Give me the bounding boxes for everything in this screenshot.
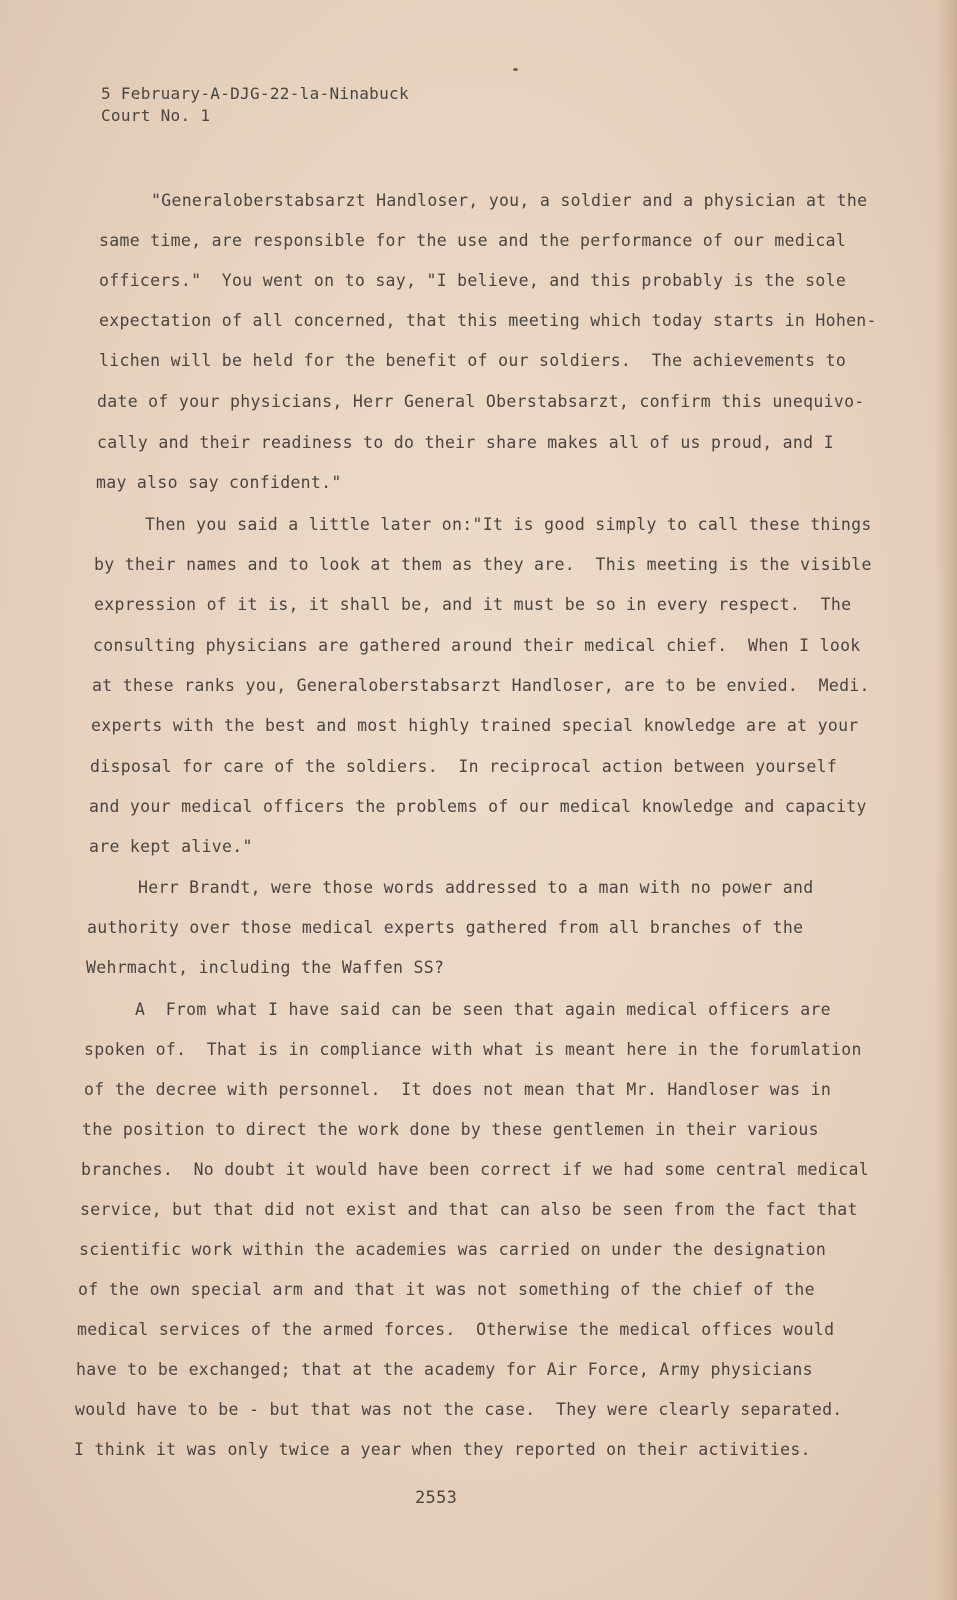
- body-line: branches. No doubt it would have been correct if we had some central medical: [81, 1160, 870, 1179]
- body-line: cally and their readiness to do their share makes all of us proud, and I: [97, 433, 834, 452]
- body-line: authority over those medical experts gathered from all branches of the: [87, 918, 804, 937]
- body-line: experts with the best and most highly trained special knowledge are at your: [91, 716, 859, 735]
- body-line: spoken of. That is in compliance with what is meant here in the forumlation: [84, 1040, 862, 1059]
- body-line: Then you said a little later on:"It is good simply to call these things: [145, 515, 872, 534]
- header-line-2: Court No. 1: [101, 106, 211, 125]
- body-line: A From what I have said can be seen that again medical officers are: [135, 1000, 831, 1019]
- body-line: consulting physicians are gathered around their medical chief. When I look: [93, 636, 861, 655]
- body-line: scientific work within the academies was carried on under the designation: [79, 1240, 827, 1259]
- body-line: date of your physicians, Herr General Oberstabsarzt, confirm this unequivo-: [97, 392, 865, 411]
- body-line: of the decree with personnel. It does not mean that Mr. Handloser was in: [84, 1080, 832, 1099]
- body-line: and your medical officers the problems of our medical knowledge and capacity: [89, 797, 867, 816]
- body-line: Wehrmacht, including the Waffen SS?: [86, 958, 445, 977]
- body-line: may also say confident.": [96, 473, 342, 492]
- body-line: "Generaloberstabsarzt Handloser, you, a soldier and a physician at the: [151, 191, 868, 210]
- header-line-1: 5 February-A-DJG-22-la-Ninabuck: [101, 84, 409, 103]
- body-line: medical services of the armed forces. Otherwise the medical offices would: [77, 1320, 835, 1339]
- body-line: of the own special arm and that it was not something of the chief of the: [78, 1280, 815, 1299]
- body-line: lichen will be held for the benefit of our soldiers. The achievements to: [99, 351, 847, 370]
- page-edge-shadow: [935, 0, 957, 1600]
- body-line: by their names and to look at them as they are. This meeting is the visible: [94, 555, 872, 574]
- body-line: are kept alive.": [89, 837, 253, 856]
- document-header: [101, 83, 409, 127]
- page-number: 2553: [415, 1488, 458, 1508]
- body-line: I think it was only twice a year when they reported on their activities.: [74, 1440, 811, 1459]
- ink-speck: [513, 68, 518, 71]
- body-line: at these ranks you, Generaloberstabsarzt Handloser, are to be envied. Medi.: [92, 676, 870, 695]
- body-line: expectation of all concerned, that this meeting which today starts in Hohen-: [99, 311, 877, 330]
- body-line: the position to direct the work done by these gentlemen in their various: [82, 1120, 819, 1139]
- body-line: would have to be - but that was not the case. They were clearly separated.: [75, 1400, 843, 1419]
- body-line: officers." You went on to say, "I believe, and this probably is the sole: [99, 271, 847, 290]
- body-line: have to be exchanged; that at the academy for Air Force, Army physicians: [76, 1360, 813, 1379]
- body-line: disposal for care of the soldiers. In reciprocal action between yourself: [90, 757, 838, 776]
- body-line: same time, are responsible for the use and the performance of our medical: [99, 231, 847, 250]
- body-line: expression of it is, it shall be, and it must be so in every respect. The: [94, 595, 852, 614]
- body-line: service, but that did not exist and that can also be seen from the fact that: [80, 1200, 858, 1219]
- body-line: Herr Brandt, were those words addressed to a man with no power and: [138, 878, 814, 897]
